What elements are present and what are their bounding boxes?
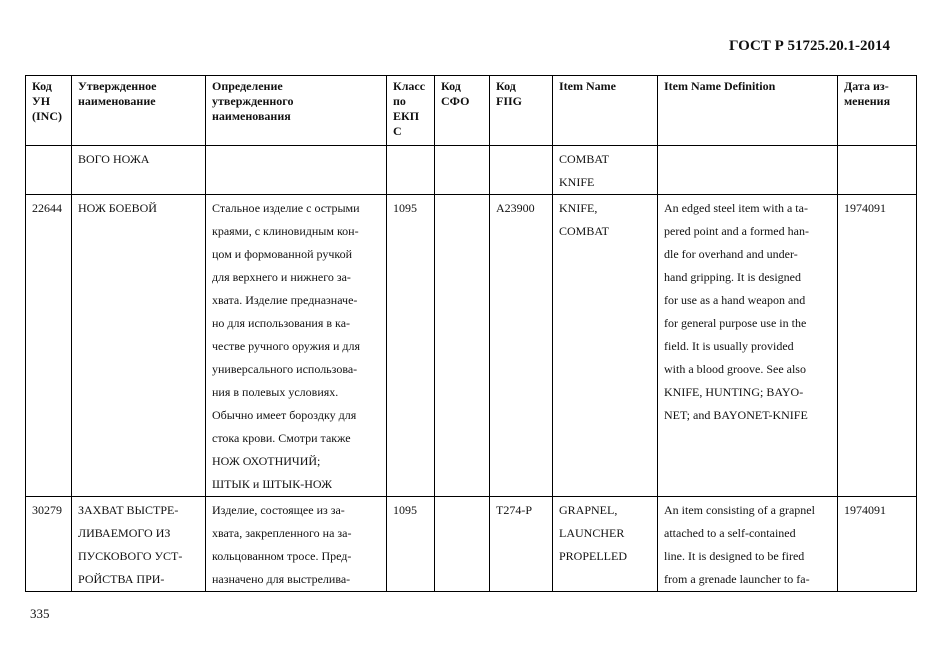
cell-line: ЗАХВАТ ВЫСТРЕ- — [78, 503, 179, 517]
header-line: (INC) — [32, 109, 62, 123]
cell-line: KNIFE, — [559, 201, 598, 215]
header-line: утвержденного — [212, 94, 294, 108]
cell-line: KNIFE, HUNTING; BAYO- — [664, 385, 804, 399]
col-inc-header — [26, 76, 72, 146]
cell-line: кольцованном тросе. Пред- — [212, 549, 352, 563]
cell-line: for use as a hand weapon and — [664, 293, 806, 307]
col-inc-cell: 22644 — [26, 195, 72, 497]
page-number: 335 — [30, 606, 50, 621]
col-change-date-cell: 1974091 — [838, 195, 917, 497]
col-sfo-cell — [435, 146, 490, 195]
cell-line: НОЖ ОХОТНИЧИЙ; — [212, 454, 321, 468]
cell-line: краями, с клиновидным кон- — [212, 224, 359, 238]
table-row — [26, 146, 917, 195]
cell-line: Стальное изделие с острыми — [212, 201, 360, 215]
col-change-date-cell: 1974091 — [838, 497, 917, 592]
col-class-cell — [387, 146, 435, 195]
cell-line: Изделие, состоящее из за- — [212, 503, 345, 517]
header-line: Утвержденное — [78, 79, 157, 93]
header-line: Item Name Definition — [664, 79, 776, 93]
col-item-name-definition-cell — [658, 497, 838, 592]
cell-line: dle for overhand and under- — [664, 247, 798, 261]
cell-line: line. It is designed to be fired — [664, 549, 805, 563]
cell-line: hand gripping. It is designed — [664, 270, 801, 284]
cell-line: An item consisting of a grapnel — [664, 503, 815, 517]
cell-line: хвата, закрепленного на за- — [212, 526, 352, 540]
cell-line: from a grenade launcher to fa- — [664, 572, 810, 586]
cell-line: COMBAT — [559, 224, 610, 238]
col-class-cell: 1095 — [387, 195, 435, 497]
cell-line: назначено для выстрелива- — [212, 572, 351, 586]
header-line: по — [393, 94, 406, 108]
cell-line: НОЖ БОЕВОЙ — [78, 201, 157, 215]
col-inc-cell — [26, 146, 72, 195]
cell-line: COMBAT — [559, 152, 610, 166]
col-item-name-cell — [553, 195, 658, 497]
col-change-date-header — [838, 76, 917, 146]
header-line: УН — [32, 94, 51, 108]
table-row — [26, 195, 917, 497]
col-fiig-cell: T274-P — [490, 497, 553, 592]
header-line: Код — [441, 79, 461, 93]
col-item-name-definition-cell — [658, 195, 838, 497]
header-line: наименования — [212, 109, 291, 123]
cell-line: честве ручного оружия и для — [212, 339, 361, 353]
header-line: Определение — [212, 79, 283, 93]
col-name-definition-cell — [206, 195, 387, 497]
header-line: Код — [32, 79, 52, 93]
cell-line: An edged steel item with a ta- — [664, 201, 808, 215]
col-class-cell: 1095 — [387, 497, 435, 592]
col-name-definition-header — [206, 76, 387, 146]
cell-line: PROPELLED — [559, 549, 628, 563]
col-item-name-cell — [553, 146, 658, 195]
col-item-name-header — [553, 76, 658, 146]
col-change-date-cell — [838, 146, 917, 195]
cell-line: стока крови. Смотри также — [212, 431, 351, 445]
cell-line: ЛИВАЕМОГО ИЗ — [78, 526, 171, 540]
cell-line: универсального использова- — [212, 362, 358, 376]
catalog-table — [25, 75, 917, 592]
cell-line: но для использования в ка- — [212, 316, 351, 330]
cell-line: цом и формованной ручкой — [212, 247, 353, 261]
header-line: ЕКП — [393, 109, 420, 123]
cell-line: ПУСКОВОГО УСТ- — [78, 549, 183, 563]
col-sfo-cell — [435, 497, 490, 592]
col-fiig-cell: A23900 — [490, 195, 553, 497]
col-sfo-header — [435, 76, 490, 146]
cell-line: KNIFE — [559, 175, 595, 189]
col-name-definition-cell — [206, 497, 387, 592]
header-line: Класс — [393, 79, 426, 93]
header-line: С — [393, 124, 402, 138]
cell-line: for general purpose use in the — [664, 316, 807, 330]
col-sfo-cell — [435, 195, 490, 497]
cell-line: GRAPNEL, — [559, 503, 618, 517]
header-line: менения — [844, 94, 891, 108]
table-header-row — [26, 76, 917, 146]
header-line: Item Name — [559, 79, 616, 93]
table-body — [26, 146, 917, 592]
cell-line: РОЙСТВА ПРИ- — [78, 572, 165, 586]
cell-line: LAUNCHER — [559, 526, 625, 540]
col-fiig-cell — [490, 146, 553, 195]
table-row — [26, 497, 917, 592]
cell-line: хвата. Изделие предназначе- — [212, 293, 358, 307]
document-header: ГОСТ Р 51725.20.1-2014 — [728, 38, 890, 54]
col-approved-name-cell — [72, 497, 206, 592]
header-line: наименование — [78, 94, 156, 108]
header-line: СФО — [441, 94, 470, 108]
col-name-definition-cell — [206, 146, 387, 195]
cell-line: pered point and a formed han- — [664, 224, 809, 238]
header-line: FIIG — [496, 94, 523, 108]
col-approved-name-header — [72, 76, 206, 146]
col-inc-cell: 30279 — [26, 497, 72, 592]
cell-line: attached to a self-contained — [664, 526, 796, 540]
header-line: Дата из- — [844, 79, 889, 93]
col-fiig-header — [490, 76, 553, 146]
col-class-header — [387, 76, 435, 146]
col-item-name-cell — [553, 497, 658, 592]
cell-line: NET; and BAYONET-KNIFE — [664, 408, 808, 422]
cell-line: для верхнего и нижнего за- — [212, 270, 351, 284]
cell-line: ШТЫК и ШТЫК-НОЖ — [212, 477, 333, 491]
col-approved-name-cell — [72, 146, 206, 195]
col-item-name-definition-header — [658, 76, 838, 146]
col-approved-name-cell — [72, 195, 206, 497]
cell-line: Обычно имеет бороздку для — [212, 408, 357, 422]
cell-line: ния в полевых условиях. — [212, 385, 339, 399]
col-item-name-definition-cell — [658, 146, 838, 195]
cell-line: with a blood groove. See also — [664, 362, 806, 376]
cell-line: field. It is usually provided — [664, 339, 794, 353]
header-line: Код — [496, 79, 516, 93]
cell-line: ВОГО НОЖА — [78, 152, 150, 166]
